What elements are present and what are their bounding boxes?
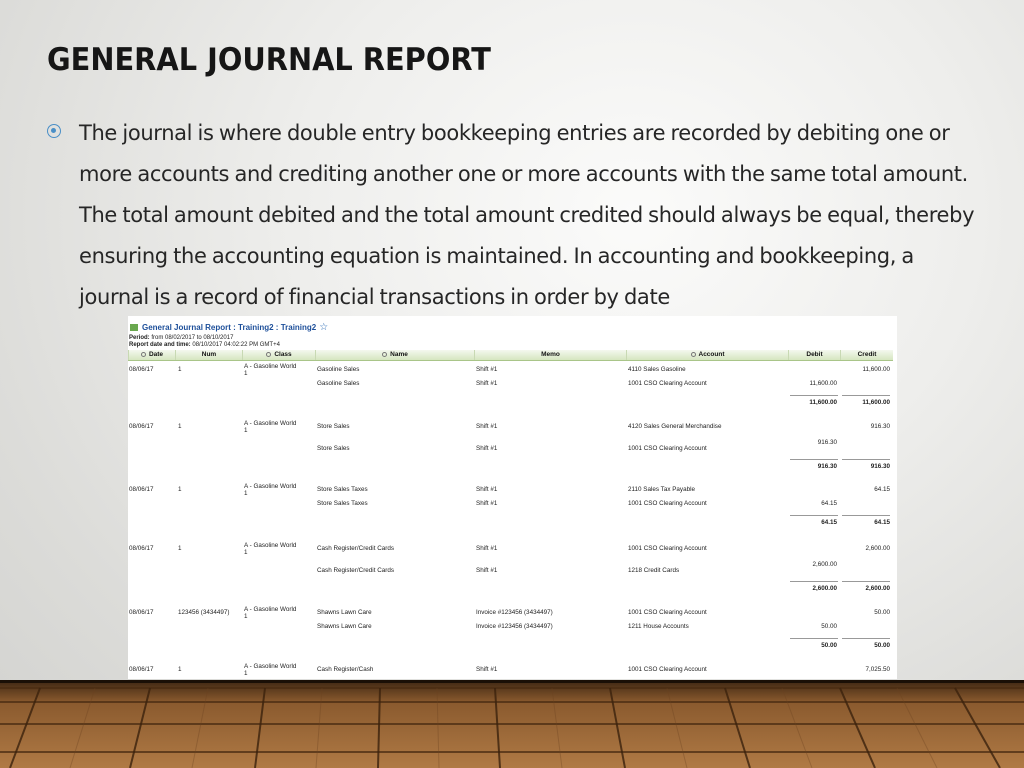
total-divider [842, 581, 890, 582]
total-divider [842, 395, 890, 396]
total-credit: 50.00 [874, 642, 890, 649]
line-credit: 50.00 [874, 609, 890, 616]
line-memo: Invoice #123456 (3434497) [476, 623, 553, 630]
total-divider [790, 395, 838, 396]
line-name: Gasoline Sales [317, 366, 360, 373]
wood-floor-decoration [0, 680, 1024, 768]
line-memo: Shift #1 [476, 380, 498, 387]
line-credit: 916.30 [870, 423, 890, 430]
total-debit: 11,600.00 [809, 399, 837, 406]
line-account: 4120 Sales General Merchandise [628, 423, 722, 430]
line-credit: 11,600.00 [862, 366, 890, 373]
line-name: Cash Register/Credit Cards [317, 567, 394, 574]
line-memo: Shift #1 [476, 500, 498, 507]
entry-num: 1 [178, 423, 182, 430]
line-debit: 50.00 [821, 623, 837, 630]
entry-num: 1 [178, 486, 182, 493]
line-account: 1001 CSO Clearing Account [628, 545, 707, 552]
entry-class: A - Gasoline World [244, 363, 297, 370]
column-header-account[interactable] [626, 350, 788, 360]
line-memo: Shift #1 [476, 445, 498, 452]
line-name: Shawns Lawn Care [317, 609, 372, 616]
line-account: 1211 House Accounts [628, 623, 689, 630]
report-header-row [128, 350, 893, 361]
line-account: 1001 CSO Clearing Account [628, 445, 707, 452]
report-period [129, 335, 233, 341]
line-memo: Shift #1 [476, 567, 498, 574]
entry-class-suffix: 1 [244, 490, 248, 497]
column-header-label: Num [201, 351, 217, 358]
entry-class-suffix: 1 [244, 613, 248, 620]
line-account: 4110 Sales Gasoline [628, 366, 686, 373]
line-name: Gasoline Sales [317, 380, 360, 387]
column-header-num[interactable] [175, 350, 242, 360]
total-debit: 50.00 [821, 642, 837, 649]
line-memo: Shift #1 [476, 666, 498, 673]
entry-class: A - Gasoline World [244, 606, 297, 613]
column-header-label: Account [698, 351, 725, 358]
total-divider [842, 638, 890, 639]
line-memo: Shift #1 [476, 486, 498, 493]
line-debit: 916.30 [817, 439, 837, 446]
entry-class-suffix: 1 [244, 670, 248, 677]
bullet-block [47, 113, 987, 318]
line-name: Store Sales Taxes [317, 500, 368, 507]
column-header-label: Debit [806, 351, 823, 358]
line-account: 1001 CSO Clearing Account [628, 500, 707, 507]
entry-date: 08/06/17 [129, 545, 154, 552]
entry-date: 08/06/17 [129, 366, 154, 373]
column-header-label: Credit [857, 351, 877, 358]
period-value: from 08/02/2017 to 08/10/2017 [149, 335, 234, 341]
total-divider [842, 515, 890, 516]
total-credit: 2,600.00 [865, 585, 890, 592]
column-header-class[interactable] [242, 350, 315, 360]
datetime-value: 08/10/2017 04:02:22 PM GMT+4 [190, 342, 280, 348]
line-memo: Shift #1 [476, 545, 498, 552]
column-header-memo[interactable] [474, 350, 626, 360]
entry-num: 1 [178, 666, 182, 673]
column-header-label: Date [148, 351, 164, 358]
entry-class-suffix: 1 [244, 370, 248, 377]
total-divider [842, 459, 890, 460]
total-credit: 64.15 [874, 519, 890, 526]
total-credit: 11,600.00 [862, 399, 890, 406]
line-account: 1001 CSO Clearing Account [628, 380, 707, 387]
total-credit: 916.30 [870, 463, 890, 470]
line-name: Cash Register/Cash [317, 666, 374, 673]
sort-icon[interactable] [141, 352, 146, 357]
entry-date: 08/06/17 [129, 423, 154, 430]
total-divider [790, 638, 838, 639]
total-divider [790, 581, 838, 582]
report-icon [130, 324, 138, 331]
line-credit: 64.15 [874, 486, 890, 493]
line-account: 1001 CSO Clearing Account [628, 666, 707, 673]
line-account: 1001 CSO Clearing Account [628, 609, 707, 616]
sort-icon[interactable] [691, 352, 696, 357]
entry-class-suffix: 1 [244, 427, 248, 434]
period-label: Period: [129, 335, 150, 341]
line-memo: Shift #1 [476, 366, 498, 373]
line-credit: 2,600.00 [865, 545, 890, 552]
entry-date: 08/06/17 [129, 666, 154, 673]
line-name: Cash Register/Credit Cards [317, 545, 394, 552]
entry-num: 123456 (3434497) [178, 609, 230, 616]
total-debit: 916.30 [817, 463, 837, 470]
sort-icon[interactable] [266, 352, 271, 357]
entry-class-suffix: 1 [244, 549, 248, 556]
report-title-text: General Journal Report : Training2 : Training2 [142, 323, 317, 332]
entry-num: 1 [178, 545, 182, 552]
column-header-date[interactable] [128, 350, 175, 360]
entry-class: A - Gasoline World [244, 542, 297, 549]
line-account: 1218 Credit Cards [628, 567, 680, 574]
bullet-text: The journal is where double entry bookkeeping entries are recorded by debiting one or more accounts and crediting another one or more accounts with the same total amount. The total amount debited and the total amount credited should always be equal, thereby ensuring the accounting equation is maintained. In accounting and bookkeeping, a journal is a record of financial transactions in order by date [79, 121, 975, 309]
line-name: Shawns Lawn Care [317, 623, 372, 630]
line-name: Store Sales Taxes [317, 486, 368, 493]
line-name: Store Sales [317, 445, 350, 452]
report-title [130, 322, 328, 333]
line-debit: 11,600.00 [809, 380, 837, 387]
line-debit: 64.15 [821, 500, 837, 507]
journal-report-screenshot [128, 316, 897, 679]
line-memo: Invoice #123456 (3434497) [476, 609, 553, 616]
datetime-label: Report date and time: [129, 342, 191, 348]
entry-num: 1 [178, 366, 182, 373]
entry-class: A - Gasoline World [244, 420, 297, 427]
star-icon[interactable]: ☆ [319, 322, 329, 333]
column-header-credit[interactable] [840, 350, 893, 360]
slide-title: GENERAL JOURNAL REPORT [47, 42, 491, 78]
column-header-label: Memo [541, 351, 560, 358]
report-datetime [129, 342, 280, 348]
line-account: 2110 Sales Tax Payable [628, 486, 695, 493]
entry-class: A - Gasoline World [244, 663, 297, 670]
column-header-debit[interactable] [788, 350, 840, 360]
entry-date: 08/06/17 [129, 609, 154, 616]
entry-date: 08/06/17 [129, 486, 154, 493]
line-credit: 7,025.50 [865, 666, 890, 673]
total-debit: 2,600.00 [812, 585, 837, 592]
circle-bullet-icon [47, 124, 61, 138]
sort-icon[interactable] [382, 352, 387, 357]
line-debit: 2,600.00 [812, 561, 837, 568]
total-divider [790, 459, 838, 460]
column-header-label: Name [390, 351, 408, 358]
line-memo: Shift #1 [476, 423, 498, 430]
column-header-label: Class [274, 351, 292, 358]
total-debit: 64.15 [821, 519, 837, 526]
column-header-name[interactable] [315, 350, 474, 360]
entry-class: A - Gasoline World [244, 483, 297, 490]
line-name: Store Sales [317, 423, 350, 430]
total-divider [790, 515, 838, 516]
